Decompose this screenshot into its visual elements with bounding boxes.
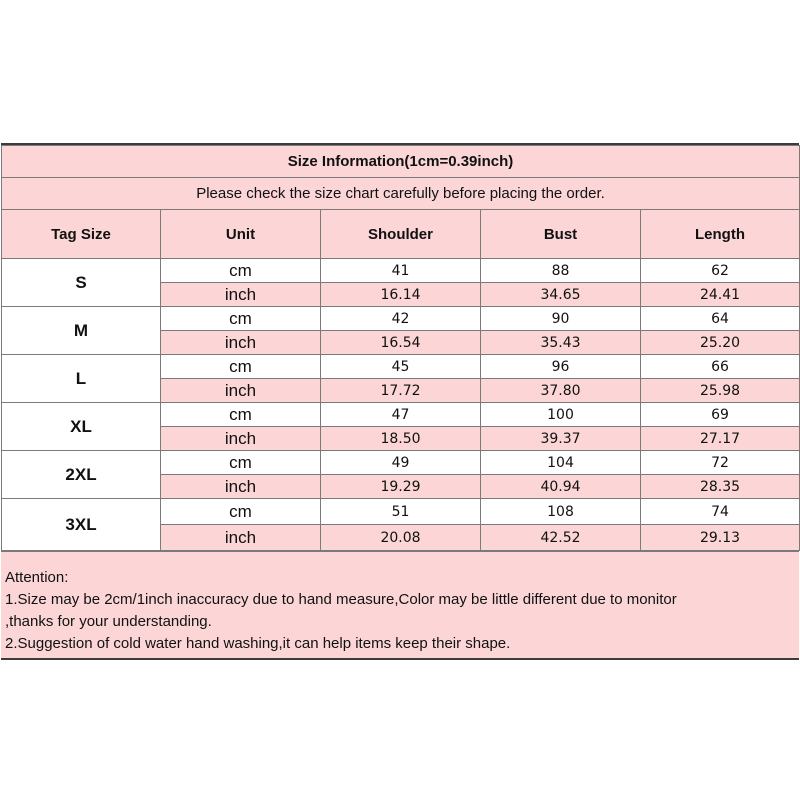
length-cell: 72 (641, 451, 800, 475)
unit-cell: cm (161, 403, 321, 427)
bust-cell: 96 (481, 355, 641, 379)
shoulder-cell: 20.08 (321, 525, 481, 551)
shoulder-cell: 51 (321, 499, 481, 525)
length-cell: 27.17 (641, 427, 800, 451)
attention-notes (1, 551, 799, 658)
length-cell: 25.98 (641, 379, 800, 403)
bust-cell: 100 (481, 403, 641, 427)
shoulder-cell: 42 (321, 307, 481, 331)
header-bust: Bust (481, 210, 641, 259)
shoulder-cell: 18.50 (321, 427, 481, 451)
length-cell: 24.41 (641, 283, 800, 307)
size-chart (1, 143, 799, 660)
notes-heading: Attention: (5, 569, 69, 586)
unit-cell: cm (161, 499, 321, 525)
size-row-cm (2, 259, 800, 283)
header-tag-size: Tag Size (2, 210, 161, 259)
notes-line-1: 1.Size may be 2cm/1inch inaccuracy due to hand measure,Color may be little different due to monitor (5, 591, 677, 608)
length-cell: 64 (641, 307, 800, 331)
bust-cell: 88 (481, 259, 641, 283)
unit-cell: inch (161, 331, 321, 355)
unit-cell: inch (161, 475, 321, 499)
size-row-cm (2, 499, 800, 525)
bust-cell: 108 (481, 499, 641, 525)
length-cell: 25.20 (641, 331, 800, 355)
length-cell: 62 (641, 259, 800, 283)
tag-size-cell: 3XL (2, 499, 161, 551)
length-cell: 74 (641, 499, 800, 525)
unit-cell: cm (161, 259, 321, 283)
size-row-cm (2, 355, 800, 379)
notes-line-3: 2.Suggestion of cold water hand washing,it can help items keep their shape. (5, 635, 511, 652)
tag-size-cell: M (2, 307, 161, 355)
bust-cell: 35.43 (481, 331, 641, 355)
unit-cell: inch (161, 525, 321, 551)
shoulder-cell: 17.72 (321, 379, 481, 403)
bust-cell: 42.52 (481, 525, 641, 551)
length-cell: 66 (641, 355, 800, 379)
bust-cell: 34.65 (481, 283, 641, 307)
shoulder-cell: 19.29 (321, 475, 481, 499)
chart-title: Size Information(1cm=0.39inch) (2, 146, 800, 178)
shoulder-cell: 49 (321, 451, 481, 475)
unit-cell: inch (161, 283, 321, 307)
shoulder-cell: 45 (321, 355, 481, 379)
bust-cell: 104 (481, 451, 641, 475)
unit-cell: cm (161, 451, 321, 475)
unit-cell: inch (161, 427, 321, 451)
shoulder-cell: 16.54 (321, 331, 481, 355)
bust-cell: 90 (481, 307, 641, 331)
size-row-cm (2, 451, 800, 475)
tag-size-cell: S (2, 259, 161, 307)
tag-size-cell: 2XL (2, 451, 161, 499)
size-row-cm (2, 403, 800, 427)
header-length: Length (641, 210, 800, 259)
length-cell: 29.13 (641, 525, 800, 551)
unit-cell: cm (161, 307, 321, 331)
size-table (1, 145, 800, 551)
tag-size-cell: XL (2, 403, 161, 451)
shoulder-cell: 41 (321, 259, 481, 283)
unit-cell: cm (161, 355, 321, 379)
length-cell: 28.35 (641, 475, 800, 499)
chart-subtitle: Please check the size chart carefully before placing the order. (2, 178, 800, 210)
header-unit: Unit (161, 210, 321, 259)
size-row-cm (2, 307, 800, 331)
unit-cell: inch (161, 379, 321, 403)
header-shoulder: Shoulder (321, 210, 481, 259)
bust-cell: 37.80 (481, 379, 641, 403)
shoulder-cell: 16.14 (321, 283, 481, 307)
tag-size-cell: L (2, 355, 161, 403)
bust-cell: 39.37 (481, 427, 641, 451)
shoulder-cell: 47 (321, 403, 481, 427)
bust-cell: 40.94 (481, 475, 641, 499)
notes-line-2: ,thanks for your understanding. (5, 613, 212, 630)
length-cell: 69 (641, 403, 800, 427)
